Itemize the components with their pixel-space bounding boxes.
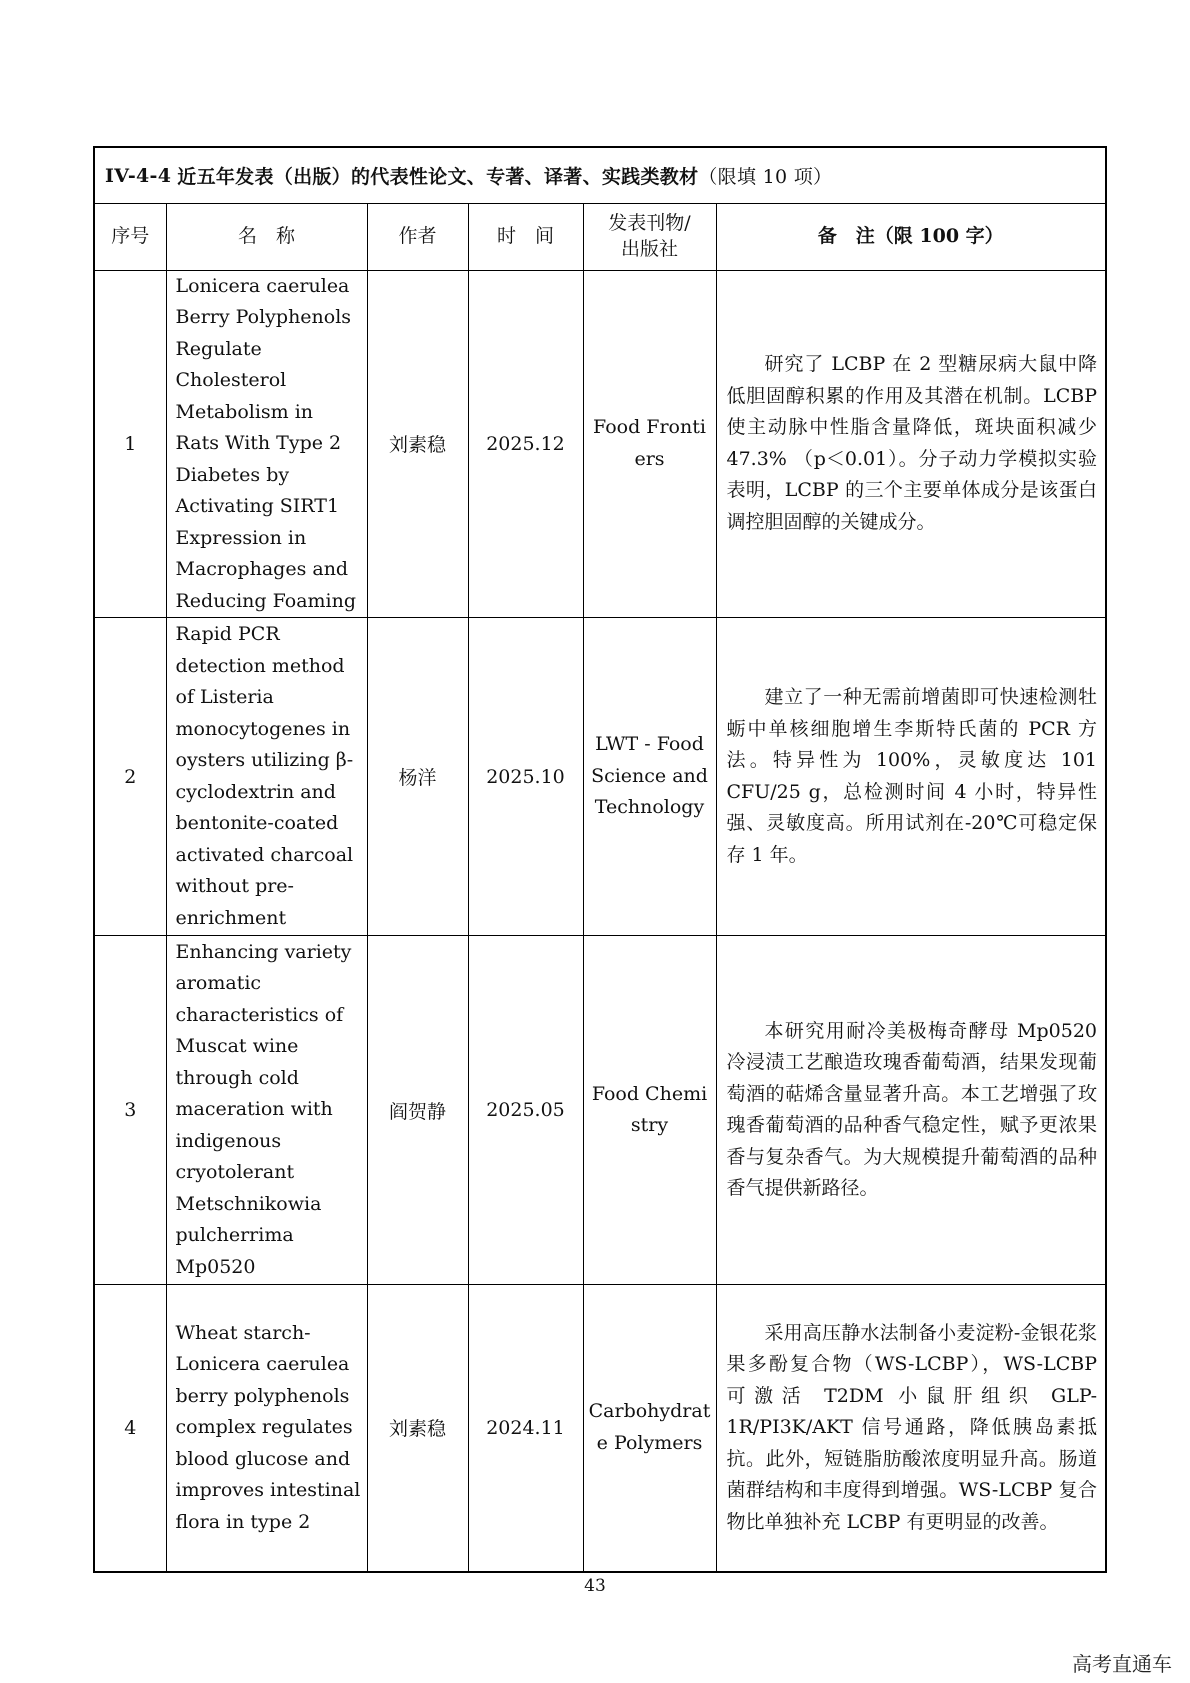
table-row <box>95 618 1105 936</box>
header-remark: 备 注（限 100 字） <box>716 204 1105 270</box>
section-note: （限填 10 项） <box>698 166 833 188</box>
row-remark-text: 建立了一种无需前增菌即可快速检测牡蛎中单核细胞增生李斯特氏菌的 PCR 方法。特异性为 100%，灵敏度达 101 CFU/25 g，总检测时间 4 小时，特异性强、灵敏度高。所用试剂在-20℃可稳定保存 1 年。 <box>726 686 1097 866</box>
row-title: Enhancing variety aromatic characteristics of Muscat wine through cold maceration with indigenous cryotolerant Metschnikowia pulcherrima Mp0520 <box>166 936 367 1285</box>
row-no: 4 <box>95 1285 166 1571</box>
section-code: IV-4-4 <box>105 164 172 187</box>
row-remark <box>716 270 1105 618</box>
table-row <box>95 270 1105 618</box>
header-no: 序号 <box>95 204 166 270</box>
row-no: 2 <box>95 618 166 936</box>
row-remark-text: 研究了 LCBP 在 2 型糖尿病大鼠中降低胆固醇积累的作用及其潜在机制。LCBP 使主动脉中性脂含量降低，斑块面积减少 47.3% （p＜0.01）。分子动力学模拟实验表明，LCBP 的三个主要单体成分是该蛋白调控胆固醇的关键成分。 <box>726 353 1097 533</box>
row-venue: Food Frontiers <box>583 270 716 618</box>
section-heading <box>95 148 1105 204</box>
watermark-text: 高考直通车 <box>1072 1652 1172 1676</box>
row-title: Wheat starch-Lonicera caerulea berry polyphenols complex regulates blood glucose and improves intestinal flora in type 2 <box>166 1285 367 1571</box>
row-venue: LWT - Food Science and Technology <box>583 618 716 936</box>
row-remark <box>716 618 1105 936</box>
row-venue: Carbohydrate Polymers <box>583 1285 716 1571</box>
publications-table <box>95 204 1105 1571</box>
row-title: Lonicera caerulea Berry Polyphenols Regulate Cholesterol Metabolism in Rats With Type 2 Diabetes by Activating SIRT1 Expression in Macrophages and Reducing Foaming <box>166 270 367 618</box>
row-no: 3 <box>95 936 166 1285</box>
row-author: 阎贺静 <box>367 936 468 1285</box>
table-row <box>95 1285 1105 1571</box>
header-venue <box>583 204 716 270</box>
row-date: 2025.10 <box>468 618 583 936</box>
row-author: 刘素稳 <box>367 1285 468 1571</box>
row-date: 2024.11 <box>468 1285 583 1571</box>
row-remark-text: 本研究用耐冷美极梅奇酵母 Mp0520 冷浸渍工艺酿造玫瑰香葡萄酒，结果发现葡萄酒的萜烯含量显著升高。本工艺增强了玫瑰香葡萄酒的品种香气稳定性，赋予更浓果香与复杂香气。为大规模提升葡萄酒的品种香气提供新路径。 <box>726 1019 1097 1199</box>
header-venue-line2: 出版社 <box>620 237 678 260</box>
row-no: 1 <box>95 270 166 618</box>
section-title: 近五年发表（出版）的代表性论文、专著、译著、实践类教材 <box>177 166 699 188</box>
row-title: Rapid PCR detection method of Listeria monocytogenes in oysters utilizing β-cyclodextrin and bentonite-coated activated charcoal without pre-enrichment <box>166 618 367 936</box>
header-date: 时 间 <box>468 204 583 270</box>
header-author: 作者 <box>367 204 468 270</box>
header-row <box>95 204 1105 270</box>
row-date: 2025.05 <box>468 936 583 1285</box>
page-number: 43 <box>584 1576 606 1596</box>
row-venue: Food Chemistry <box>583 936 716 1285</box>
row-author: 刘素稳 <box>367 270 468 618</box>
row-remark <box>716 1285 1105 1571</box>
row-author: 杨洋 <box>367 618 468 936</box>
achievements-table-block <box>93 146 1107 1573</box>
table-row <box>95 936 1105 1285</box>
row-remark <box>716 936 1105 1285</box>
row-remark-text: 采用高压静水法制备小麦淀粉-金银花浆果多酚复合物（WS-LCBP），WS-LCBP 可激活 T2DM 小鼠肝组织 GLP-1R/PI3K/AKT 信号通路，降低胰岛素抵抗。此外，短链脂肪酸浓度明显升高。肠道菌群结构和丰度得到增强。WS-LCBP 复合物比单独补充 LCBP 有更明显的改善。 <box>726 1321 1097 1533</box>
header-name: 名 称 <box>166 204 367 270</box>
row-date: 2025.12 <box>468 270 583 618</box>
header-venue-line1: 发表刊物/ <box>608 212 691 235</box>
